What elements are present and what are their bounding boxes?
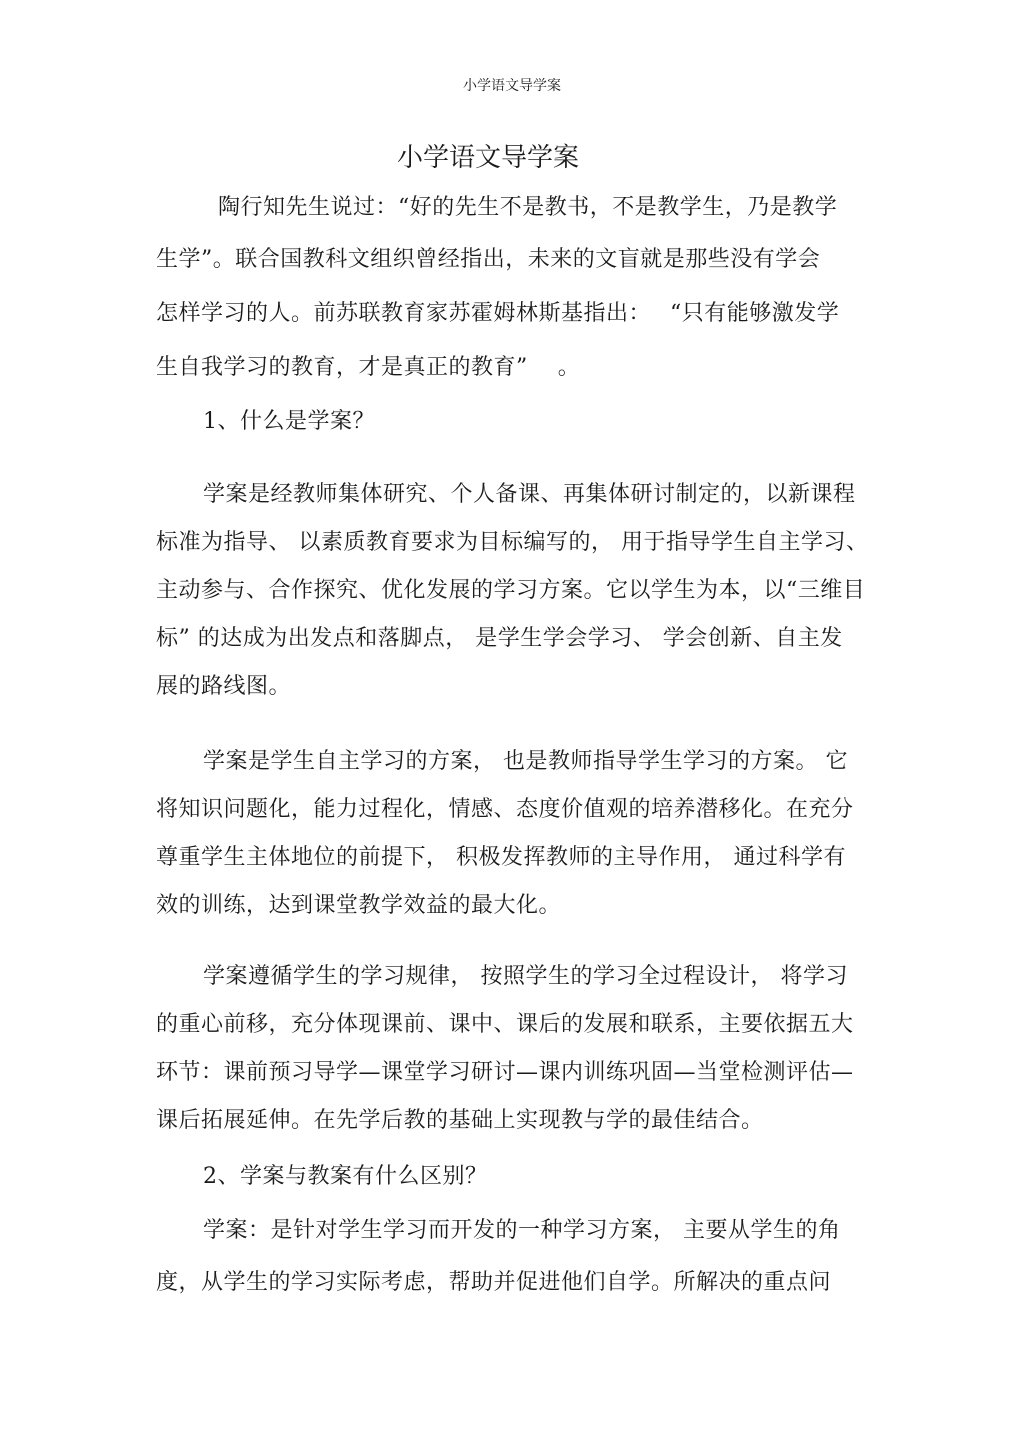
text-line: 学案：是针对学生学习而开发的一种学习方案， 主要从学生的角 <box>203 1218 841 1243</box>
text-line: 学案是经教师集体研究、个人备课、再集体研讨制定的，以新课程 <box>203 482 856 507</box>
document-title: 小学语文导学案 <box>396 143 579 173</box>
text-line: 的重心前移，充分体现课前、课中、课后的发展和联系，主要依据五大 <box>156 1012 854 1037</box>
text-line: 将知识问题化，能力过程化，情感、态度价值观的培养潜移化。在充分 <box>156 797 854 822</box>
text-line: 标准为指导、 以素质教育要求为目标编写的， 用于指导学生自主学习、 <box>156 530 869 555</box>
text-line: 学案遵循学生的学习规律， 按照学生的学习全过程设计， 将学习 <box>203 964 848 989</box>
text-line: 展的路线图。 <box>156 674 292 699</box>
text-line: 生自我学习的教育，才是真正的教育” 。 <box>156 355 581 380</box>
text-line: 课后拓展延伸。在先学后教的基础上实现教与学的最佳结合。 <box>156 1108 764 1133</box>
section-heading: 1、什么是学案？ <box>203 409 375 434</box>
text-line: 标” 的达成为出发点和落脚点， 是学生学会学习、 学会创新、自主发 <box>156 626 843 651</box>
text-line: 效的训练，达到课堂教学效益的最大化。 <box>156 893 562 918</box>
text-line: 陶行知先生说过：“好的先生不是教书，不是教学生，乃是教学 <box>218 195 838 220</box>
running-header: 小学语文导学案 <box>463 78 561 94</box>
text-line: 主动参与、合作探究、优化发展的学习方案。它以学生为本，以“三维目 <box>156 578 866 603</box>
text-line: 度，从学生的学习实际考虑，帮助并促进他们自学。所解决的重点问 <box>156 1270 832 1295</box>
text-line: 生学”。联合国教科文组织曾经指出，未来的文盲就是那些没有学会 <box>156 247 821 272</box>
text-line: 尊重学生主体地位的前提下， 积极发挥教师的主导作用， 通过科学有 <box>156 845 846 870</box>
text-line: 环节：课前预习导学—课堂学习研讨—课内训练巩固—当堂检测评估— <box>156 1060 854 1085</box>
section-heading: 2、学案与教案有什么区别？ <box>203 1164 488 1189</box>
text-line: 学案是学生自主学习的方案， 也是教师指导学生学习的方案。 它 <box>203 749 848 774</box>
text-line: 怎样学习的人。前苏联教育家苏霍姆林斯基指出： “只有能够激发学 <box>156 301 840 326</box>
